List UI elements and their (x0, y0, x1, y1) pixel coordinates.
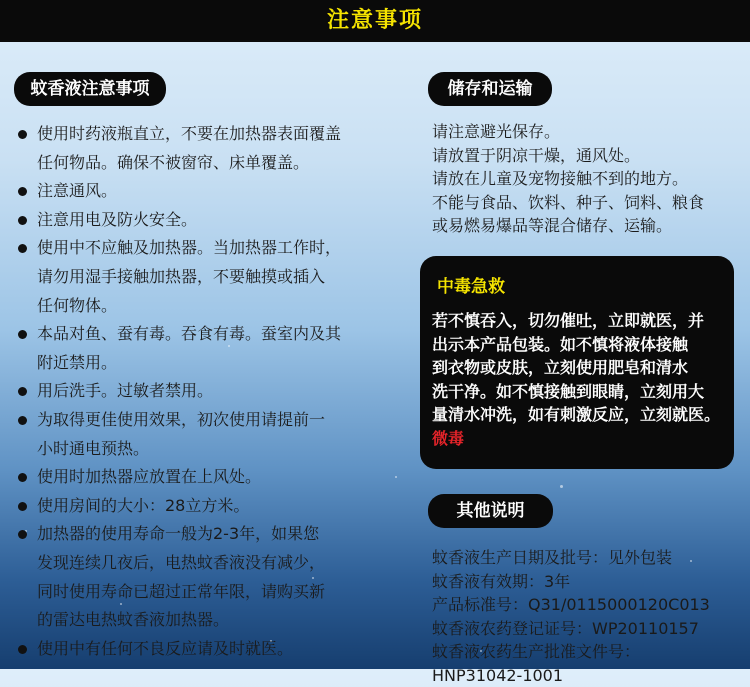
first-aid-line: 量清水冲洗，如有刺激反应，立刻就医。 (432, 403, 732, 427)
precaution-item (16, 177, 396, 206)
bullet-icon (18, 387, 27, 396)
precaution-line: 请勿用湿手接触加热器，不要触摸或插入 (37, 263, 396, 292)
bullet-icon (18, 244, 27, 253)
precaution-line: 发现连续几夜后，电热蚊香液没有减少， (37, 549, 396, 578)
bullet-icon (18, 330, 27, 339)
other-info-line: 蚊香液农药生产批准文件号： (432, 640, 710, 664)
bullet-icon (18, 187, 27, 196)
bullet-icon (18, 473, 27, 482)
precaution-line: 本品对鱼、蚕有毒。吞食有毒。蚕室内及其 (37, 320, 396, 349)
storage-text (432, 120, 704, 238)
precaution-line: 使用时药液瓶直立，不要在加热器表面覆盖 (37, 120, 396, 149)
first-aid-line: 出示本产品包装。如不慎将液体接触 (432, 333, 732, 357)
storage-line: 不能与食品、饮料、种子、饲料、粮食 (432, 191, 704, 215)
page-title: 注意事项 (0, 0, 750, 42)
bullet-icon (18, 645, 27, 654)
precaution-line: 的雷达电热蚊香液加热器。 (37, 606, 396, 635)
bullet-icon (18, 416, 27, 425)
other-info-line: 产品标准号：Q31/0115000120C013 (432, 593, 710, 617)
precaution-item (16, 492, 396, 521)
precaution-item (16, 120, 396, 177)
other-info-line: HNP31042-1001 (432, 664, 710, 687)
precaution-line: 小时通电预热。 (37, 435, 396, 464)
bullet-icon (18, 502, 27, 511)
precaution-item (16, 320, 396, 377)
other-info-line: 蚊香液有效期：3年 (432, 570, 710, 594)
precaution-line: 注意通风。 (37, 177, 396, 206)
toxicity-label: 微毒 (432, 427, 732, 451)
first-aid-line: 洗干净。如不慎接触到眼睛，立刻用大 (432, 380, 732, 404)
precaution-line: 使用房间的大小：28立方米。 (37, 492, 396, 521)
storage-line: 请注意避光保存。 (432, 120, 704, 144)
precaution-item (16, 234, 396, 320)
precaution-line: 任何物品。确保不被窗帘、床单覆盖。 (37, 149, 396, 178)
storage-line: 或易燃易爆品等混合储存、运输。 (432, 214, 704, 238)
first-aid-text (432, 309, 732, 450)
precaution-item (16, 520, 396, 634)
first-aid-line: 若不慎吞入，切勿催吐，立即就医，并 (432, 309, 732, 333)
precautions-heading: 蚊香液注意事项 (14, 72, 166, 106)
bullet-icon (18, 130, 27, 139)
precaution-line: 注意用电及防火安全。 (37, 206, 396, 235)
precaution-line: 任何物体。 (37, 292, 396, 321)
precaution-item (16, 406, 396, 463)
precaution-line: 附近禁用。 (37, 349, 396, 378)
precaution-item (16, 635, 396, 664)
storage-line: 请放置于阴凉干燥，通风处。 (432, 144, 704, 168)
background-star (560, 485, 563, 488)
precaution-line: 加热器的使用寿命一般为2-3年，如果您 (37, 520, 396, 549)
precaution-line: 同时使用寿命已超过正常年限，请购买新 (37, 578, 396, 607)
precaution-line: 使用时加热器应放置在上风处。 (37, 463, 396, 492)
precaution-line: 为取得更佳使用效果，初次使用请提前一 (37, 406, 396, 435)
precaution-item (16, 463, 396, 492)
other-info-text (432, 546, 710, 687)
first-aid-line: 到衣物或皮肤，立刻使用肥皂和清水 (432, 356, 732, 380)
precaution-line: 使用中有任何不良反应请及时就医。 (37, 635, 396, 664)
bullet-icon (18, 216, 27, 225)
bullet-icon (18, 530, 27, 539)
other-info-line: 蚊香液生产日期及批号：见外包装 (432, 546, 710, 570)
other-info-line: 蚊香液农药登记证号：WP20110157 (432, 617, 710, 641)
precaution-item (16, 377, 396, 406)
storage-heading: 储存和运输 (428, 72, 552, 106)
storage-line: 请放在儿童及宠物接触不到的地方。 (432, 167, 704, 191)
precaution-line: 使用中不应触及加热器。当加热器工作时， (37, 234, 396, 263)
other-info-heading: 其他说明 (428, 494, 553, 528)
precautions-list (16, 120, 396, 663)
first-aid-heading: 中毒急救 (437, 272, 505, 297)
precaution-item (16, 206, 396, 235)
precaution-line: 用后洗手。过敏者禁用。 (37, 377, 396, 406)
